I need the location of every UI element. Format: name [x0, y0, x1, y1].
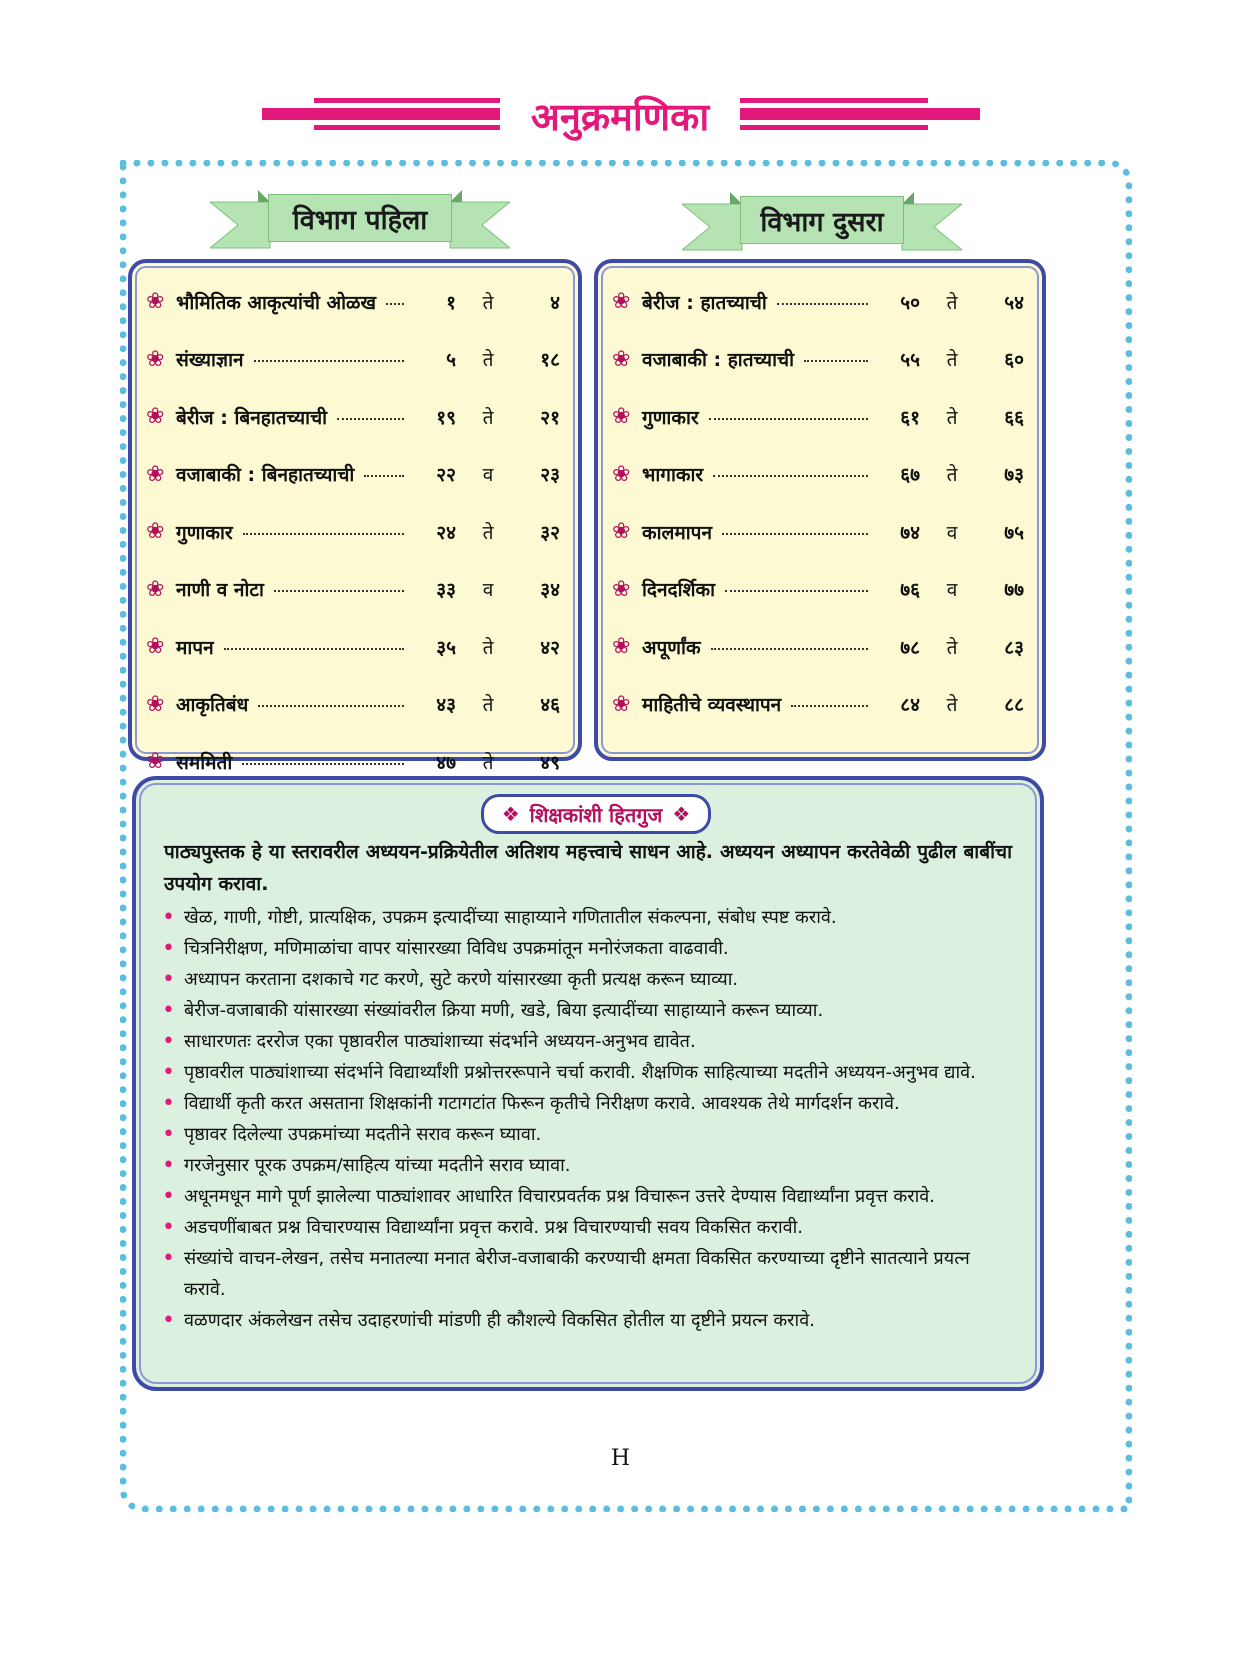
toc-page-end: ५४ — [1004, 291, 1024, 314]
flower-icon: ❀ — [146, 749, 165, 775]
toc-page-end: ७३ — [1004, 464, 1024, 487]
toc-page-start: १९ — [436, 406, 456, 429]
teacher-note-point-text: चित्रनिरीक्षण, मणिमाळांचा वापर यांसारख्या विविध उपक्रमांतून मनोरंजकता वाढवावी. — [184, 938, 729, 959]
flower-icon: ❀ — [612, 519, 631, 545]
bullet-icon: • — [162, 1246, 175, 1271]
toc-leader-dots — [274, 582, 404, 592]
teacher-note-point — [162, 964, 1014, 995]
toc-page-start: ४३ — [436, 694, 456, 717]
toc-leader-dots — [711, 640, 868, 650]
teacher-note-point-text: साधारणतः दररोज एका पृष्ठावरील पाठ्यांशाच्या संदर्भाने अध्ययन-अनुभव द्यावेत. — [184, 1031, 696, 1052]
toc-entry — [146, 273, 560, 331]
toc-leader-dots — [243, 525, 404, 535]
toc-page-connector: ते — [482, 406, 494, 429]
toc-entry-title: आकृतिबंध — [176, 694, 249, 717]
teacher-note-point-text: अधूनमधून मागे पूर्ण झालेल्या पाठ्यांशावर आधारित विचारप्रवर्तक प्रश्न विचारून उत्तरे देण्यास विद्यार्थ्यांना प्रवृत्त करावे. — [184, 1186, 936, 1207]
diamond-ornament-icon: ❖ — [501, 802, 520, 826]
section-one-panel — [128, 259, 582, 775]
toc-page-connector: ते — [482, 751, 494, 774]
toc-leader-dots — [713, 467, 868, 477]
toc-entry — [146, 676, 560, 734]
toc-page-start: ३३ — [436, 579, 456, 602]
bullet-icon: • — [162, 1215, 175, 1240]
toc-page-start: ५ — [446, 349, 456, 372]
bullet-icon: • — [162, 1184, 175, 1209]
toc-page-start: ६७ — [900, 464, 920, 487]
toc-page-end: ८३ — [1004, 636, 1024, 659]
section-two-list — [612, 273, 1024, 733]
section-two-ribbon — [682, 182, 962, 242]
toc-entry-title: वजाबाकी : हातच्याची — [642, 349, 794, 372]
flower-icon: ❀ — [146, 461, 165, 487]
teacher-note-point-text: अडचणींबाबत प्रश्न विचारण्यास विद्यार्थ्यांना प्रवृत्त करावे. प्रश्न विचारण्याची सवय विकसित करावी. — [184, 1217, 804, 1238]
toc-entry — [612, 388, 1024, 446]
toc-entry-title: बेरीज : बिनहातच्याची — [176, 406, 328, 429]
bullet-icon: • — [162, 967, 175, 992]
toc-leader-dots — [804, 352, 868, 362]
teacher-note-intro: पाठ्यपुस्तक हे या स्तरावरील अध्ययन-प्रक्रियेतील अतिशय महत्त्वाचे साधन आहे. अध्ययन अध्यापन करतेवेळी पुढील बाबींचा उपयोग करावा. — [164, 841, 1012, 895]
toc-page-start: ५५ — [900, 349, 920, 372]
page-title: अनुक्रमणिका — [530, 94, 710, 139]
bullet-icon: • — [162, 1308, 175, 1333]
teacher-note-point — [162, 1212, 1014, 1243]
toc-leader-dots — [258, 697, 404, 707]
bullet-icon: • — [162, 1153, 175, 1178]
toc-page-start: ७६ — [900, 579, 920, 602]
diamond-ornament-icon: ❖ — [672, 802, 691, 826]
toc-page-end: ७५ — [1004, 521, 1024, 544]
flower-icon: ❀ — [146, 289, 165, 315]
toc-leader-dots — [364, 467, 404, 477]
teacher-note-point — [162, 1150, 1014, 1181]
toc-page-end: ८८ — [1004, 694, 1024, 717]
toc-page-end: ३२ — [540, 521, 560, 544]
teacher-note-point-text: वळणदार अंकलेखन तसेच उदाहरणांची मांडणी ही कौशल्ये विकसित होतील या दृष्टीने प्रयत्न करावे. — [184, 1310, 815, 1331]
flower-icon: ❀ — [612, 576, 631, 602]
teacher-note-title: शिक्षकांशी हितगुज — [529, 802, 663, 827]
toc-page-connector: ते — [482, 636, 494, 659]
toc-leader-dots — [709, 410, 868, 420]
toc-page-start: ६१ — [900, 406, 920, 429]
toc-entry — [612, 503, 1024, 561]
toc-leader-dots — [791, 697, 868, 707]
toc-leader-dots — [242, 755, 404, 765]
toc-page-end: ७७ — [1004, 579, 1024, 602]
section-two-label: विभाग दुसरा — [740, 196, 904, 244]
toc-page-connector: व — [946, 521, 958, 544]
toc-entry — [612, 561, 1024, 619]
toc-leader-dots — [725, 582, 868, 592]
toc-entry — [612, 331, 1024, 389]
flower-icon: ❀ — [146, 634, 165, 660]
toc-leader-dots — [337, 410, 404, 420]
bullet-icon: • — [162, 1029, 175, 1054]
page-number: H — [610, 1446, 631, 1471]
toc-leader-dots — [254, 352, 404, 362]
teacher-note-point-text: संख्यांचे वाचन-लेखन, तसेच मनातल्या मनात बेरीज-वजाबाकी करण्याची क्षमता विकसित करण्याच्या दृष्टीने सातत्याने प्रयत्न करावे. — [184, 1248, 970, 1300]
toc-entry — [146, 561, 560, 619]
bullet-icon: • — [162, 905, 175, 930]
toc-page-connector: व — [946, 579, 958, 602]
toc-entry-title: वजाबाकी : बिनहातच्याची — [176, 464, 355, 487]
bullet-icon: • — [162, 998, 175, 1023]
teacher-note-list — [162, 902, 1014, 1336]
toc-page-connector: ते — [946, 694, 958, 717]
bullet-icon: • — [162, 1091, 175, 1116]
teacher-note-point — [162, 1243, 1014, 1305]
toc-page-end: २३ — [540, 464, 560, 487]
toc-entry — [146, 331, 560, 389]
flower-icon: ❀ — [612, 461, 631, 487]
toc-entry-title: भौमितिक आकृत्यांची ओळख — [176, 291, 377, 314]
teacher-note-point-text: खेळ, गाणी, गोष्टी, प्रात्यक्षिक, उपक्रम इत्यादींच्या साहाय्याने गणितातील संकल्पना, संबोध स्पष्ट करावे. — [184, 907, 837, 928]
toc-entry-title: अपूर्णांक — [642, 636, 701, 659]
toc-page-end: ४९ — [540, 751, 560, 774]
teacher-note-point — [162, 933, 1014, 964]
toc-page-start: २४ — [436, 521, 456, 544]
section-one-ribbon — [210, 180, 510, 240]
toc-page-start: २२ — [436, 464, 456, 487]
toc-entry — [146, 503, 560, 561]
flower-icon: ❀ — [146, 691, 165, 717]
toc-page-end: ४२ — [540, 636, 560, 659]
flower-icon: ❀ — [146, 346, 165, 372]
flower-icon: ❀ — [146, 404, 165, 430]
teacher-note-point — [162, 1088, 1014, 1119]
teacher-note-point-text: विद्यार्थी कृती करत असताना शिक्षकांनी गटागटांत फिरून कृतीचे निरीक्षण करावे. आवश्यक तेथे मार्गदर्शन करावे. — [184, 1093, 900, 1114]
toc-page-connector: व — [482, 579, 494, 602]
toc-entry-title: गुणाकार — [642, 406, 699, 429]
toc-page-start: ८४ — [900, 694, 920, 717]
teacher-note-point — [162, 1026, 1014, 1057]
toc-page-start: ७४ — [900, 521, 920, 544]
teacher-note-point-text: अध्यापन करताना दशकाचे गट करणे, सुटे करणे यांसारख्या कृती प्रत्यक्ष करून घ्याव्या. — [184, 969, 739, 990]
toc-entry — [146, 618, 560, 676]
flower-icon: ❀ — [612, 634, 631, 660]
teacher-note-point-text: पृष्ठावर दिलेल्या उपक्रमांच्या मदतीने सराव करून घ्यावा. — [184, 1124, 542, 1145]
teacher-note-point — [162, 902, 1014, 933]
toc-page-end: ४ — [550, 291, 560, 314]
toc-leader-dots — [386, 295, 404, 305]
toc-page-start: ७८ — [900, 636, 920, 659]
toc-leader-dots — [777, 295, 868, 305]
teacher-note-heading — [481, 794, 711, 834]
title-decoration-right — [740, 98, 980, 132]
toc-page-end: ४६ — [540, 694, 560, 717]
toc-page-connector: ते — [946, 406, 958, 429]
toc-page-connector: ते — [482, 291, 494, 314]
teacher-note-panel — [132, 776, 1044, 1391]
toc-page-connector: ते — [482, 349, 494, 372]
toc-entry-title: भागाकार — [642, 464, 704, 487]
section-two-panel — [594, 259, 1046, 761]
toc-leader-dots — [224, 640, 404, 650]
bullet-icon: • — [162, 936, 175, 961]
toc-entry — [612, 676, 1024, 734]
toc-page-end: ३४ — [540, 579, 560, 602]
flower-icon: ❀ — [612, 691, 631, 717]
section-one-label: विभाग पहिला — [268, 194, 452, 242]
toc-entry-title: सममिती — [176, 751, 233, 774]
toc-entry-title: दिनदर्शिका — [642, 579, 715, 602]
toc-entry-title: संख्याज्ञान — [176, 349, 244, 372]
toc-page-end: २१ — [540, 406, 560, 429]
flower-icon: ❀ — [612, 404, 631, 430]
toc-entry-title: मापन — [176, 636, 214, 659]
toc-entry — [146, 388, 560, 446]
teacher-note-point-text: गरजेनुसार पूरक उपक्रम/साहित्य यांच्या मदतीने सराव घ्यावा. — [184, 1155, 571, 1176]
toc-page-start: ४७ — [436, 751, 456, 774]
flower-icon: ❀ — [612, 289, 631, 315]
toc-entry — [146, 446, 560, 504]
toc-page-start: १ — [446, 291, 456, 314]
toc-page-connector: ते — [946, 636, 958, 659]
toc-entry — [612, 446, 1024, 504]
teacher-note-point — [162, 1305, 1014, 1336]
toc-entry-title: नाणी व नोटा — [176, 579, 264, 602]
section-one-list — [146, 273, 560, 791]
toc-page-connector: ते — [482, 694, 494, 717]
toc-page-connector: ते — [946, 349, 958, 372]
toc-page-connector: व — [482, 464, 494, 487]
teacher-note-point — [162, 1119, 1014, 1150]
toc-page-connector: ते — [482, 521, 494, 544]
teacher-note-point — [162, 1181, 1014, 1212]
flower-icon: ❀ — [146, 576, 165, 602]
teacher-note-point — [162, 995, 1014, 1026]
toc-page-end: ६६ — [1004, 406, 1024, 429]
toc-page-end: १८ — [540, 349, 560, 372]
toc-page-connector: ते — [946, 464, 958, 487]
teacher-note-point — [162, 1057, 1014, 1088]
bullet-icon: • — [162, 1122, 175, 1147]
toc-entry — [612, 618, 1024, 676]
teacher-note-point-text: पृष्ठावरील पाठ्यांशाच्या संदर्भाने विद्यार्थ्यांशी प्रश्नोत्तररूपाने चर्चा करावी. शैक्षणिक साहित्याच्या मदतीने अध्ययन-अनुभव द्यावे. — [184, 1062, 976, 1083]
toc-leader-dots — [722, 525, 868, 535]
toc-page-start: ३५ — [436, 636, 456, 659]
teacher-note-point-text: बेरीज-वजाबाकी यांसारख्या संख्यांवरील क्रिया मणी, खडे, बिया इत्यादींच्या साहाय्याने करून घ्याव्या. — [184, 1000, 824, 1021]
toc-page-start: ५० — [900, 291, 920, 314]
toc-page-connector: ते — [946, 291, 958, 314]
flower-icon: ❀ — [612, 346, 631, 372]
toc-entry — [612, 273, 1024, 331]
flower-icon: ❀ — [146, 519, 165, 545]
bullet-icon: • — [162, 1060, 175, 1085]
toc-page-end: ६० — [1004, 349, 1024, 372]
toc-entry-title: माहितीचे व्यवस्थापन — [642, 694, 782, 717]
title-decoration-left — [262, 98, 500, 132]
toc-entry-title: बेरीज : हातच्याची — [642, 291, 767, 314]
toc-entry-title: कालमापन — [642, 521, 713, 544]
toc-entry-title: गुणाकार — [176, 521, 233, 544]
